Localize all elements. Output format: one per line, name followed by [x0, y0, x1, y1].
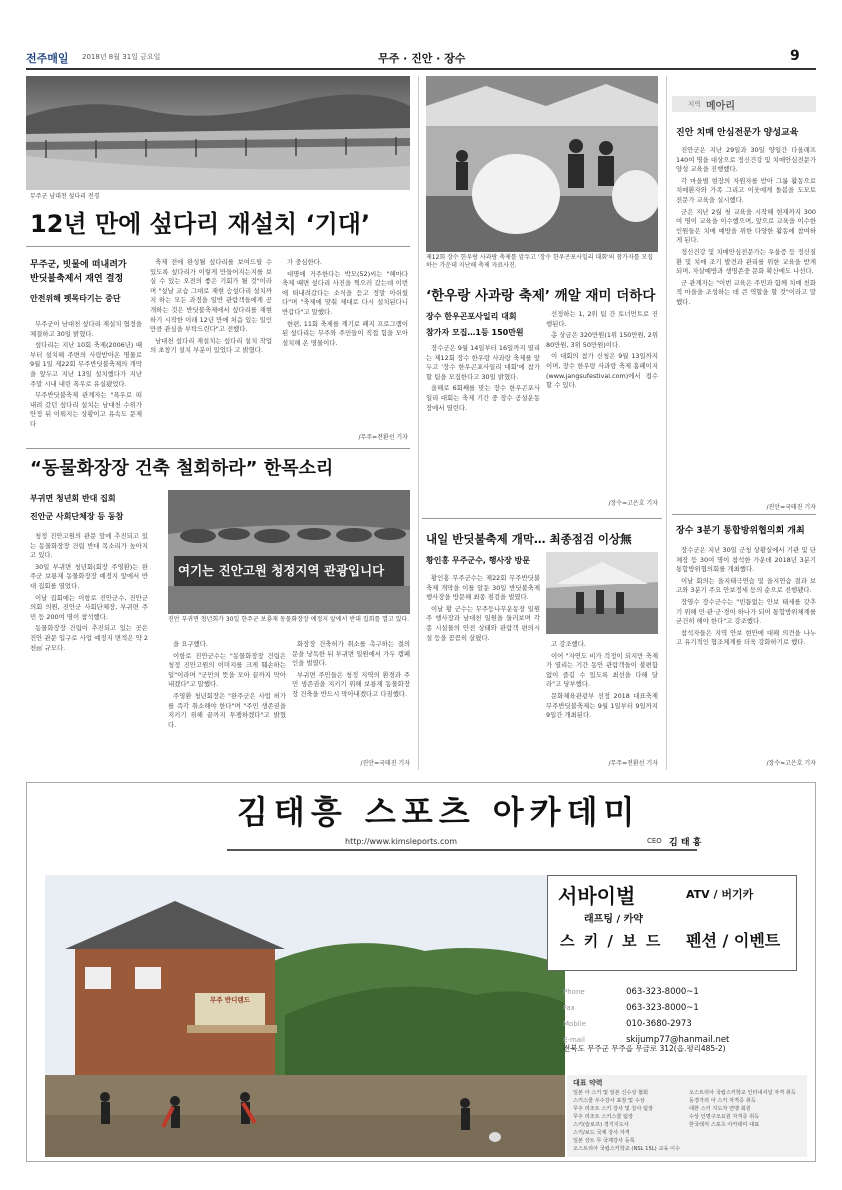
a3-headline: ‘한우랑 사과랑 축제’ 깨알 재미 더하다 — [426, 288, 656, 304]
ad-history-item: 스키/보드 국제 강사 자격 — [573, 1130, 630, 1136]
a1-sub2: 반딧불축제서 재연 결정 — [30, 274, 124, 284]
ad-history-title: 대표 약력 — [573, 1079, 603, 1087]
a2-byline: /진안=국태진 기자 — [360, 760, 410, 767]
a3-col1-p: 장수군은 9월 14일부터 16일까지 열리는 제12회 장수 한우랑 사과랑 축제를 앞두고 '장수 한우곤포사일리 대회'에 참가할 팀을 모집한다고 30일 밝혔다. — [426, 344, 540, 381]
a1-col1-p: 무주반딧불축제 관계자는 "폭우로 떠내려 갔던 섶다리 설치는 남대천 수위가 안정 뒤 이뤄지는 상황이고 유속도 문제다 — [30, 391, 142, 428]
ad-rule — [227, 849, 697, 851]
ad-box-r1: ATV / 버기카 — [686, 888, 754, 901]
a5-tag-title: 메아리 — [706, 101, 735, 112]
a5-body-p: 각 마을별 현장의 자원자를 받아 그룹 활동으로 치매환자와 가족 그리고 이웃에게 돌봄을 도모토 전문가 교육을 실시했다. — [676, 176, 816, 204]
a2-col2-p: 이항로 진안군수는 "동물화장장 건립은 청정 진안고원의 이미지를 크게 훼손하는 일"이라며 "군민의 뜻을 모아 끝까지 막아내겠다"고 말했다. — [168, 651, 286, 689]
a1-subheads — [30, 258, 140, 306]
a5-body-p: 군 관계자는 "이번 교육은 주민과 함께 치매 친화적 마을을 조성하는 데 큰 역할을 할 것"이라고 말했다. — [676, 278, 816, 306]
a2-col2 — [168, 640, 286, 766]
a6-byline: /장수=고은호 기자 — [766, 760, 816, 767]
ad-mobile-label: Mobile — [563, 1020, 586, 1028]
ad-history-item: 오스트리아 국립스키학교 인터내셔널 자격 취득 — [689, 1090, 796, 1096]
ad-contact-email — [563, 1027, 803, 1043]
ad-contact-phone — [563, 979, 803, 995]
header-date: 2018년 8월 31일 금요일 — [82, 53, 161, 61]
a2-col1-p: 동물화장장 건립이 추진되고 있는 곳은 진안 관문 입구로 사업 예정지 면적은 약 2천㎡ 규모다. — [30, 624, 148, 652]
ad-contact-fax — [563, 995, 803, 1011]
a4-col1-p: 이날 황 군수는 무주등나무운동장 일원 주 행사장과 남대천 일원을 둘러보며 각종 시설물의 안전 상태와 관람객 편의시설 등을 꼼꼼히 살폈다. — [426, 604, 540, 642]
ad-history-item: 한국레저 스포츠 아카데미 대표 — [689, 1122, 760, 1128]
a3-subheads — [426, 310, 546, 340]
ad-address: 전북도 무주군 무주읍 무금로 312(읍.평리485-2) — [563, 1044, 726, 1053]
ad-email-label: E-mail — [563, 1036, 585, 1044]
ad-history-item: 스키(슬로프) 경기지도사 — [573, 1122, 629, 1128]
a5-bottom-rule — [672, 514, 816, 515]
photo-bridge-caption: 무주군 남대천 섶다리 전경 — [30, 193, 100, 200]
a1-sub3: 안전위해 펫목타기는 중단 — [30, 294, 121, 303]
ad-url: http://www.kimsleports.com — [345, 837, 458, 846]
a2-col1-p: 청정 진안고원의 관문 앞에 추진되고 있는 동물화장장 건립 반대 목소리가 높아지고 있다. — [30, 532, 148, 560]
ad-history-left — [573, 1089, 685, 1153]
a5-tag-label: 지역 — [688, 100, 701, 108]
rally-banner-text: 여기는 진안고원 청정지역 관광입니다 — [178, 563, 385, 578]
a1-sub1: 무주군, 빗물에 떠내려가 — [30, 260, 127, 270]
a2-subheads — [30, 492, 160, 524]
ad-history-item: 동경가리 아 스키 자격증 취득 — [689, 1098, 756, 1104]
ad-history-item: 스키스쿨 우수강사 표창 및 수상 — [573, 1098, 645, 1104]
ad-history-item: 무주 리조트 스키 강사 및 강사 팀장 — [573, 1106, 654, 1112]
ad-box-l3: 스 키 / 보 드 — [560, 932, 663, 950]
a1-col2 — [150, 258, 272, 438]
a1-col3-p: 대명에 거주한다는 박모(52)씨는 "해마다 축제 때면 섶다리 사진을 찍으러 갔는데 이번에 떠내려갔다는 소식을 듣고 정말 아쉬웠다"며 "축제에 맞춰 제대로 다시 설치된다니 반갑다"고 말했다. — [282, 269, 408, 316]
ad-fax-label: Fax — [563, 1004, 575, 1012]
a5-byline: /진안=국태진 기자 — [766, 504, 816, 511]
a2-col1 — [30, 532, 148, 764]
photo-bridge — [26, 76, 410, 190]
a4-sub: 황인홍 무주군수, 행사장 방문 — [426, 556, 531, 565]
a1-col1-p: 섶다리는 지난 10회 축제(2006년) 때부터 설치해 주변의 사랑받아온 명물로 9월 1일 제22회 무주반딧불축제의 개막을 앞두고 지난 13일 설치했다가 지난 주말 시내 내린 폭우로 유실됐었다. — [30, 341, 142, 388]
a4-col2-p: 이어 "자연도 비가 걱정이 되지만 축제가 열리는 기간 동안 관람객들이 불편함 없이 즐길 수 있도록 최선을 다해 달라"고 당부했다. — [546, 651, 658, 689]
a3-col1-p: 올해로 6회째를 맞는 장수 한우곤포사일리 대회는 축제 기간 중 장수 공설운동장에서 열린다. — [426, 384, 540, 412]
a2-col3-p: 화장장 건축허가 취소를 촉구하는 결의문을 낭독한 뒤 부귀면 일원에서 가두 캠페인을 벌였다. — [292, 640, 410, 668]
photo-festival-caption: 제12회 장수 한우랑 사과랑 축제를 앞두고 '장수 한우곤포사일리 대회'의 참가자를 모집하는 가운데 지난해 축제 자료사진. — [426, 254, 654, 269]
ad-box-r2: 펜션 / 이벤트 — [686, 931, 781, 950]
ad-box-l2: 래프팅 / 카약 — [584, 914, 643, 925]
a1-bottom-rule — [26, 448, 410, 449]
a4-col1-p: 황인홍 무주군수는 제22회 무주반딧불축제 개막을 이틀 앞둔 30일 반딧불축제 행사장을 방문해 최종 점검을 벌였다. — [426, 574, 540, 602]
a5-headline: 진안 치매 안심전문가 양성교육 — [676, 128, 799, 138]
a4-col2-p: 고 강조했다. — [551, 640, 586, 648]
a6-body — [676, 546, 816, 752]
ad-contact-mobile — [563, 1011, 803, 1027]
a2-col3 — [292, 640, 410, 752]
photo-rally — [168, 490, 410, 614]
ad-history-item: 일본 아 스키 및 일본 신수상 협회 — [573, 1090, 649, 1096]
a6-headline: 장수 3분기 통합방위협의회 개최 — [676, 526, 805, 536]
ad-history-item: 무주 리조트 스키스쿨 팀장 — [573, 1114, 634, 1120]
a2-col2-p: 주영환 청년회장은 "완주군은 사업 허가를 즉각 취소해야 한다"며 "주민 생존권을 지키기 위해 끝까지 투쟁하겠다"고 밝혔다. — [168, 691, 286, 729]
a3-byline: /장수=고은호 기자 — [608, 500, 658, 507]
a1-col1-p: 무주군이 남대천 섶다리 재설치 협정을 체결하고 30일 밝혔다. — [30, 320, 142, 338]
ad-ceo-name: 김 태 흥 — [669, 838, 702, 848]
section-title: 무주 · 진안 · 장수 — [378, 52, 466, 65]
a4-col2 — [546, 640, 658, 752]
a6-body-p: 참석자들은 지역 안보 현안에 대해 의견을 나누고 유기적인 협조체계를 더욱 강화하기로 했다. — [676, 628, 816, 647]
photo-rally-caption: 진안 부귀면 청년회가 30일 한주군 보룡재 동물화장장 예정지 앞에서 반대 집회를 열고 있다. — [168, 616, 410, 623]
column-divider-1 — [418, 76, 419, 770]
a3-col2 — [546, 310, 658, 490]
ad-block — [26, 782, 816, 1162]
ad-phone: 063-323-8000~1 — [626, 987, 699, 997]
ad-sign: 무주 반디랜드 — [210, 996, 250, 1004]
ad-phone-label: Phone — [563, 988, 585, 996]
photo-festival — [426, 76, 658, 252]
a1-rule — [26, 246, 410, 247]
a1-col2-p: 축제 전에 완성될 섶다리를 보여드릴 수 있도록 섶다리가 이렇게 만들어지는지를 보실 수 있는 오전의 좋은 기회가 될 것"이라며 "섶날 코습 그대로 재현 승섶다리 설치까지 하는 모든 과정을 일반 관람객들에게 공개하는 것은 반딧불축제에서 섶다리를 재현하기 시작한 이래 12년 만에 처음 있는 일인 만큼 관심을 부탁드린다"고 전했다. — [150, 258, 272, 334]
a6-body-p: 장수군은 지난 30일 군청 상황실에서 기관 및 단체장 등 30여 명이 참석한 가운데 2018년 3분기 통합방위협의회를 개최했다. — [676, 546, 816, 574]
a4-col2-p: 문화체육관광부 선정 2018 대표축제 무주반딧불축제는 9월 1일부터 9일까지 9일간 개최된다. — [546, 691, 658, 720]
a2-sub1: 부귀면 청년회 반대 집회 — [30, 494, 116, 503]
a3-col2-p: 이 대회의 참가 신청은 9월 13일까지이며, 장수 한우랑 사과랑 축제 홈페이지(www.jangsufestival.com)에서 접수할 수 있다. — [546, 352, 658, 390]
header-rule — [26, 68, 816, 70]
a2-col1-p: 30일 부귀면 청년회(회장 주영환)는 완주군 보룡재 동물화장장 예정지 앞에서 반대 집회를 열었다. — [30, 562, 148, 590]
a5-body-p: 정신건강 및 치매안심전문가는 우울증 등 정신질환 및 치매 조기 발견과 관리를 위한 교육을 받게 되며, 자살예방과 생명존중 문화 확산에도 나선다. — [676, 247, 816, 276]
a1-byline: /무주=전환선 기자 — [358, 434, 408, 441]
a6-body-p: 장영수 장수군수는 "빈틈없는 안보 태세를 갖추기 위해 민·관·군·경이 하나가 되어 통합방위체계를 굳건히 해야 한다"고 강조했다. — [676, 597, 816, 626]
a2-headline: “동물화장장 건축 철회하라” 한목소리 — [30, 458, 334, 479]
paper-name: 전주매일 — [26, 52, 69, 65]
a2-col3-p: 부귀면 주민들은 청정 지역의 환경과 주민 생존권을 지키기 위해 보룡재 동물화장장 건축을 반드시 막아내겠다고 다짐했다. — [292, 670, 410, 698]
a5-body-p: 진안군은 지난 29일과 30일 양일간 다올래프 140여 명을 대상으로 정신건강 및 치매안심전문가 양성 교육을 진행했다. — [676, 146, 816, 174]
ad-activities-box — [547, 875, 797, 971]
a2-sub2: 진안군 사회단체장 등 동참 — [30, 512, 124, 521]
a1-col3-p: 가 중심한다. — [287, 258, 322, 266]
a3-bottom-rule — [422, 518, 662, 519]
a2-col2-p: 을 요구했다. — [173, 640, 208, 648]
ad-box-title: 서바이벌 — [558, 884, 636, 908]
ad-history-item: 대한 스키 지도자 연맹 회원 — [689, 1106, 751, 1112]
ad-history-item: 수상 인명구조요원 자격증 취득 — [689, 1114, 760, 1120]
ad-photo-scene — [45, 875, 565, 1157]
page-number: 9 — [790, 48, 800, 64]
ad-mobile: 010-3680-2973 — [626, 1019, 692, 1029]
ad-history — [567, 1075, 807, 1157]
ad-history-item: 일본 상트 무 국제강사 등록 — [573, 1138, 635, 1144]
ad-history-item: 오스트리아 국립스키학교 (NSL 15L) 교육 이수 — [573, 1146, 681, 1152]
a4-byline: /무주=전환선 기자 — [608, 760, 658, 767]
a4-headline: 내일 반딧불축제 개막… 최종점검 이상無 — [426, 532, 632, 546]
a4-col1 — [426, 574, 540, 764]
a1-headline: 12년 만에 섶다리 재설치 ‘기대’ — [30, 210, 371, 238]
a3-sub2: 참가자 모집…1등 150만원 — [426, 328, 524, 337]
page-header — [26, 46, 816, 68]
a1-col1 — [30, 320, 142, 440]
a3-col2-p: 선정하는 1, 2위 팀 간 토너먼트로 진행된다. — [546, 310, 658, 328]
a1-col3 — [282, 258, 408, 430]
a3-col2-p: 총 상금은 320만원(1위 150만원, 2위 80만원, 3위 50만원)이다. — [546, 331, 658, 349]
a2-col1-p: 이날 집회에는 이항로 진안군수, 진안군의회 의원, 진안군 사회단체장, 부귀면 주민 등 200여 명이 참석했다. — [30, 593, 148, 621]
a1-col3-p: 한편, 11회 축제를 계기로 폐지 프로그램이 된 섶다리는 무주와 주민들이 직접 힘을 모아 설치해 온 명물이다. — [282, 319, 408, 347]
a5-tag — [672, 96, 816, 112]
a5-body — [676, 146, 816, 460]
photo-inspection — [546, 552, 658, 634]
a3-col1 — [426, 344, 540, 506]
ad-ceo-label: CEO — [647, 837, 662, 845]
a3-sub1: 장수 한우곤포사일리 대회 — [426, 312, 517, 321]
ad-contact — [563, 979, 803, 1059]
a1-col2-p: 남대천 섶다리 재설치는 섶다리 설치 작업의 초창기 설치 부분이 있었다 고 밝혔다. — [150, 336, 272, 355]
a6-body-p: 이날 회의는 을지태극연습 및 을지연습 결과 보고와 3분기 주요 안보정세 등의 순으로 진행됐다. — [676, 576, 816, 595]
ad-email: skijump77@hanmail.net — [626, 1035, 730, 1045]
ad-title: 김태흥 스포츠 아카데미 — [237, 793, 641, 831]
column-divider-2 — [666, 76, 667, 770]
a5-body-p: 군은 지난 2월 첫 교육을 시작해 현재까지 300여 명이 교육을 이수했으며, 앞으로 교육을 이수한 인원들은 치매 예방을 위한 다양한 활동에 참여하게 된다. — [676, 207, 816, 245]
ad-history-right — [689, 1089, 803, 1129]
ad-fax: 063-323-8000~1 — [626, 1003, 699, 1013]
